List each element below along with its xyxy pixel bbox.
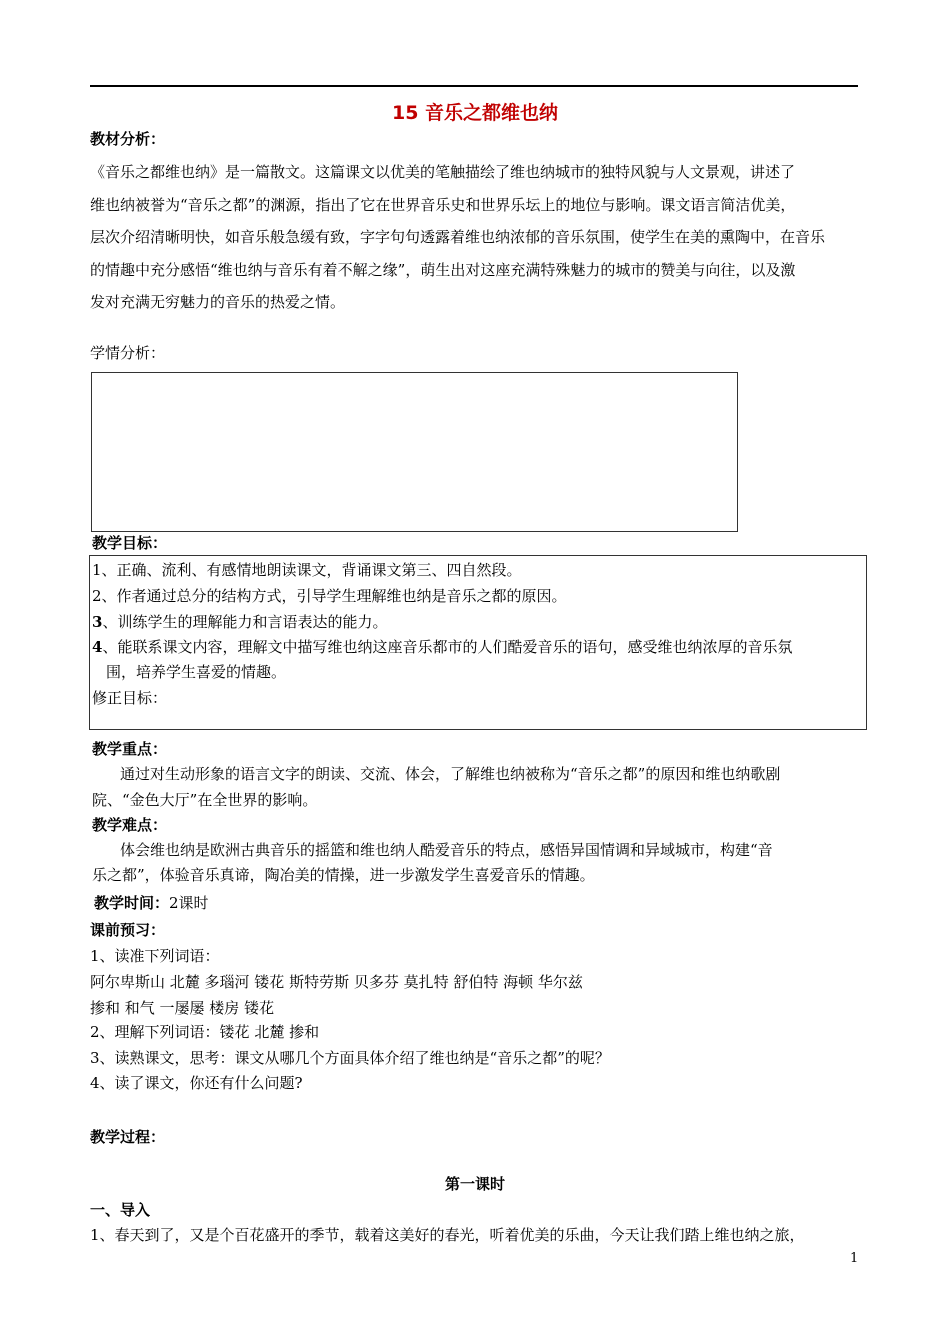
- goal-item-cont: 围，培养学生喜爱的情趣。: [106, 663, 287, 681]
- analysis-line: 维也纳被誉为“音乐之都”的渊源，指出了它在世界音乐史和世界乐坛上的地位与影响。课文语言简洁优美，: [90, 195, 796, 214]
- goals-box: [89, 555, 867, 730]
- goal-item: 4、能联系课文内容，理解文中描写维也纳这座音乐都市的人们酷爱音乐的语句，感受维也纳浓厚的音乐氛: [92, 638, 793, 656]
- time-row: [94, 892, 209, 913]
- time-value: 2课时: [169, 894, 209, 912]
- analysis-line: 发对充满无穷魅力的音乐的热爱之情。: [90, 293, 346, 311]
- preview-line: 2、理解下列词语：镂花 北麓 掺和: [90, 1023, 320, 1041]
- goal-item: 3、训练学生的理解能力和言语表达的能力。: [92, 613, 388, 631]
- key-points-line: 院、“金色大厅”在全世界的影响。: [92, 791, 318, 809]
- preview-heading: 课前预习：: [90, 921, 166, 939]
- student-analysis-box: [91, 372, 738, 532]
- page-title: 15 音乐之都维也纳: [391, 102, 559, 124]
- analysis-paragraph: [90, 156, 860, 319]
- preview-words: 掺和 和气 一屡屡 楼房 镂花: [90, 999, 275, 1017]
- preview-line: 1、读准下列词语：: [90, 947, 220, 965]
- intro-line: 1、春天到了，又是个百花盛开的季节，载着这美好的春光，听着优美的乐曲，今天让我们踏上维也纳之旅，: [90, 1226, 805, 1244]
- preview-line: 4、读了课文，你还有什么问题?: [90, 1074, 303, 1092]
- difficulties-line: 乐之都”，体验音乐真谛，陶冶美的情操，进一步激发学生喜爱音乐的情趣。: [92, 866, 595, 884]
- difficulties-heading: 教学难点：: [92, 816, 168, 834]
- page-number: 1: [850, 1251, 859, 1266]
- goal-item: 1、正确、流利、有感情地朗读课文，背诵课文第三、四自然段。: [92, 561, 522, 579]
- lesson-title: 第一课时: [444, 1175, 505, 1193]
- process-heading: 教学过程：: [90, 1128, 166, 1146]
- time-heading: 教学时间：: [94, 894, 170, 912]
- analysis-heading: 教材分析：: [90, 130, 166, 148]
- goal-item: 2、作者通过总分的结构方式，引导学生理解维也纳是音乐之都的原因。: [92, 587, 567, 605]
- analysis-line: 《音乐之都维也纳》是一篇散文。这篇课文以优美的笔触描绘了维也纳城市的独特风貌与人文景观，讲述了: [90, 163, 796, 181]
- difficulties-line: 体会维也纳是欧洲古典音乐的摇篮和维也纳人酷爱音乐的特点，感悟异国情调和异域城市，构建“音: [120, 841, 773, 859]
- key-points-heading: 教学重点：: [92, 740, 168, 758]
- key-points-line: 通过对生动形象的语言文字的朗读、交流、体会，了解维也纳被称为“音乐之都”的原因和维也纳歌剧: [120, 765, 781, 783]
- intro-heading: 一、导入: [90, 1201, 151, 1219]
- preview-words: 阿尔卑斯山 北麓 多瑙河 镂花 斯特劳斯 贝多芬 莫扎特 舒伯特 海顿 华尔兹: [90, 973, 583, 991]
- analysis-line: 层次介绍清晰明快，如音乐般急缓有致，字字句句透露着维也纳浓郁的音乐氛围，使学生在美的熏陶中，在音乐: [90, 228, 826, 246]
- student-analysis-heading: 学情分析：: [90, 344, 166, 362]
- revise-goals-label: 修正目标：: [92, 689, 168, 707]
- top-rule: [90, 85, 858, 87]
- analysis-line: 的情趣中充分感悟“维也纳与音乐有着不解之缘”，萌生出对这座充满特殊魅力的城市的赞美与向往，以及激: [90, 260, 796, 279]
- preview-line: 3、读熟课文，思考：课文从哪几个方面具体介绍了维也纳是“音乐之都”的呢？: [90, 1049, 610, 1067]
- goals-heading: 教学目标：: [92, 534, 168, 552]
